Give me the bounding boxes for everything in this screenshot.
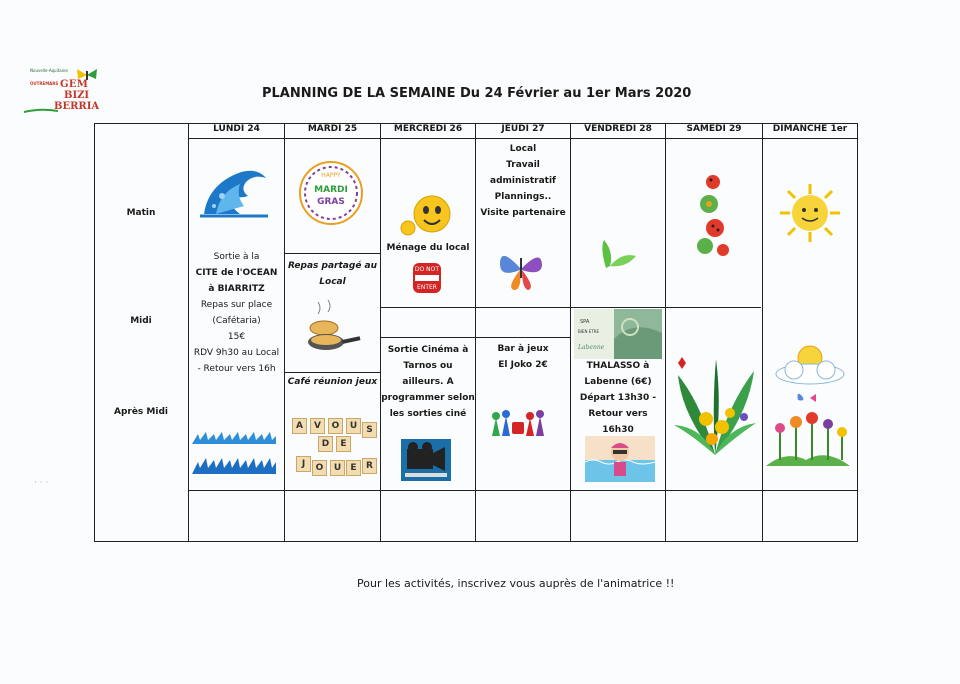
lundi-line5: (Cafétaria) bbox=[212, 316, 261, 326]
spa-text: SPA bbox=[580, 319, 590, 325]
mardi-repas-line2: Local bbox=[319, 277, 346, 287]
row-label-apres-midi: Après Midi bbox=[113, 407, 168, 417]
scrabble-tiles bbox=[292, 414, 376, 480]
day-header-jeudi: JEUDI 27 bbox=[501, 124, 545, 134]
waves-pattern-icon bbox=[192, 430, 276, 478]
mercredi-cinema bbox=[381, 342, 475, 422]
jeudi-line1: Local bbox=[509, 144, 537, 154]
mardi-happy-text: HAPPY bbox=[321, 172, 341, 179]
jeudi-line3: administratif bbox=[490, 176, 556, 186]
scrabble-tile: E bbox=[346, 460, 361, 476]
row-label-matin: Matin bbox=[126, 208, 156, 218]
spa-photo-icon bbox=[574, 309, 662, 359]
footer-note: Pour les activités, inscrivez vous auprès de l'animatrice !! bbox=[357, 577, 675, 590]
day-header-samedi: SAMEDI 29 bbox=[686, 124, 742, 134]
ladybugs-icon bbox=[693, 172, 733, 258]
jeudi-bar-line1: Bar à jeux bbox=[497, 344, 549, 354]
cinema-film-icon bbox=[401, 439, 451, 481]
mercredi-menage: Ménage du local bbox=[386, 243, 470, 253]
svg-text:MARDI: MARDI bbox=[314, 185, 348, 195]
lundi-line6: 15€ bbox=[227, 332, 246, 342]
cine-line3: ailleurs. A bbox=[402, 377, 454, 387]
scrabble-tile: U bbox=[330, 460, 345, 476]
scrabble-tile: A bbox=[292, 418, 307, 434]
jeudi-matin bbox=[476, 141, 570, 221]
lundi-line4: Repas sur place bbox=[200, 300, 273, 310]
day-header-lundi: LUNDI 24 bbox=[213, 124, 260, 134]
vendredi-thalasso bbox=[571, 358, 665, 438]
day-header-mercredi: MERCREDI 26 bbox=[393, 124, 463, 134]
day-header-vendredi: VENDREDI 28 bbox=[584, 124, 652, 134]
mardi-repas bbox=[285, 258, 380, 290]
logo-line1: Nouvelle-Aquitaine bbox=[30, 68, 68, 73]
swimmer-icon bbox=[585, 436, 655, 482]
butterfly-icon bbox=[496, 244, 546, 292]
day-header-mardi: MARDI 25 bbox=[307, 124, 358, 134]
bien-etre-text: BIEN ETRE bbox=[578, 329, 599, 334]
scrabble-tile: R bbox=[362, 458, 377, 474]
sign-text-1: DO NOT bbox=[414, 266, 440, 273]
logo-line3: BIZI bbox=[64, 90, 90, 101]
scrabble-tile: O bbox=[312, 460, 327, 476]
day-header-dimanche: DIMANCHE 1er bbox=[772, 124, 848, 134]
page-title: PLANNING DE LA SEMAINE Du 24 Février au 1er Mars 2020 bbox=[262, 86, 692, 101]
mardi-repas-line1: Repas partagé au bbox=[287, 261, 378, 271]
lundi-activity bbox=[189, 249, 284, 377]
cine-line2: Tarnos ou bbox=[403, 361, 453, 371]
cine-line1: Sortie Cinéma à bbox=[387, 345, 469, 355]
scan-artifact: · · · bbox=[34, 478, 49, 488]
sign-text-2: ENTER bbox=[417, 284, 437, 291]
wave-icon bbox=[196, 156, 272, 218]
jeudi-bar-line2: El Joko 2€ bbox=[498, 360, 548, 370]
thalasso-line3: Départ 13h30 - bbox=[579, 393, 657, 403]
pancake-pan-icon bbox=[298, 298, 362, 360]
jeudi-line2: Travail bbox=[506, 160, 540, 170]
lundi-line8: - Retour vers 16h bbox=[197, 364, 276, 374]
thalasso-line4: Retour vers bbox=[588, 409, 648, 419]
lundi-line2: CITE de l'OCEAN bbox=[195, 268, 278, 278]
logo-line2: GEM bbox=[60, 79, 89, 90]
mardi-gras-icon bbox=[298, 160, 364, 226]
sun-cloud-icon bbox=[772, 344, 848, 386]
scrabble-tile: V bbox=[310, 418, 325, 434]
lundi-line3: à BIARRITZ bbox=[208, 284, 265, 294]
scrabble-tile: S bbox=[362, 422, 377, 438]
tropical-flowers-icon bbox=[672, 355, 758, 463]
lundi-line1: Sortie à la bbox=[213, 252, 260, 262]
scrabble-tile: O bbox=[328, 418, 343, 434]
jeudi-bar bbox=[476, 341, 570, 373]
sun-icon bbox=[778, 182, 842, 244]
svg-text:GRAS: GRAS bbox=[317, 197, 345, 207]
row-label-midi: Midi bbox=[130, 316, 152, 326]
cine-line4: programmer selon bbox=[381, 393, 475, 403]
green-butterfly-icon bbox=[596, 238, 638, 270]
scrabble-tile: E bbox=[336, 436, 351, 452]
scrabble-tile: J bbox=[296, 456, 311, 472]
mardi-cafe: Café réunion jeux bbox=[287, 377, 378, 387]
thalasso-line2: Labenne (6€) bbox=[584, 377, 652, 387]
labenne-text: Labenne bbox=[578, 344, 605, 351]
logo-line5: OUTREMARS bbox=[30, 81, 59, 86]
jeudi-line5: Visite partenaire bbox=[480, 208, 566, 218]
lundi-line7: RDV 9h30 au Local bbox=[193, 348, 280, 358]
board-game-pawns-icon bbox=[490, 404, 548, 438]
cine-line5: les sorties ciné bbox=[389, 409, 467, 419]
thalasso-line1: THALASSO à bbox=[586, 361, 650, 371]
do-not-enter-sign-icon bbox=[412, 262, 442, 294]
scrabble-tile: U bbox=[346, 418, 361, 434]
smiley-icon bbox=[398, 192, 456, 238]
thalasso-line5: 16h30 bbox=[602, 425, 634, 435]
logo-line4: BERRIA bbox=[54, 101, 100, 112]
jeudi-line4: Plannings.. bbox=[494, 192, 552, 202]
scrabble-tile: D bbox=[318, 436, 333, 452]
flower-meadow-icon bbox=[766, 390, 850, 468]
